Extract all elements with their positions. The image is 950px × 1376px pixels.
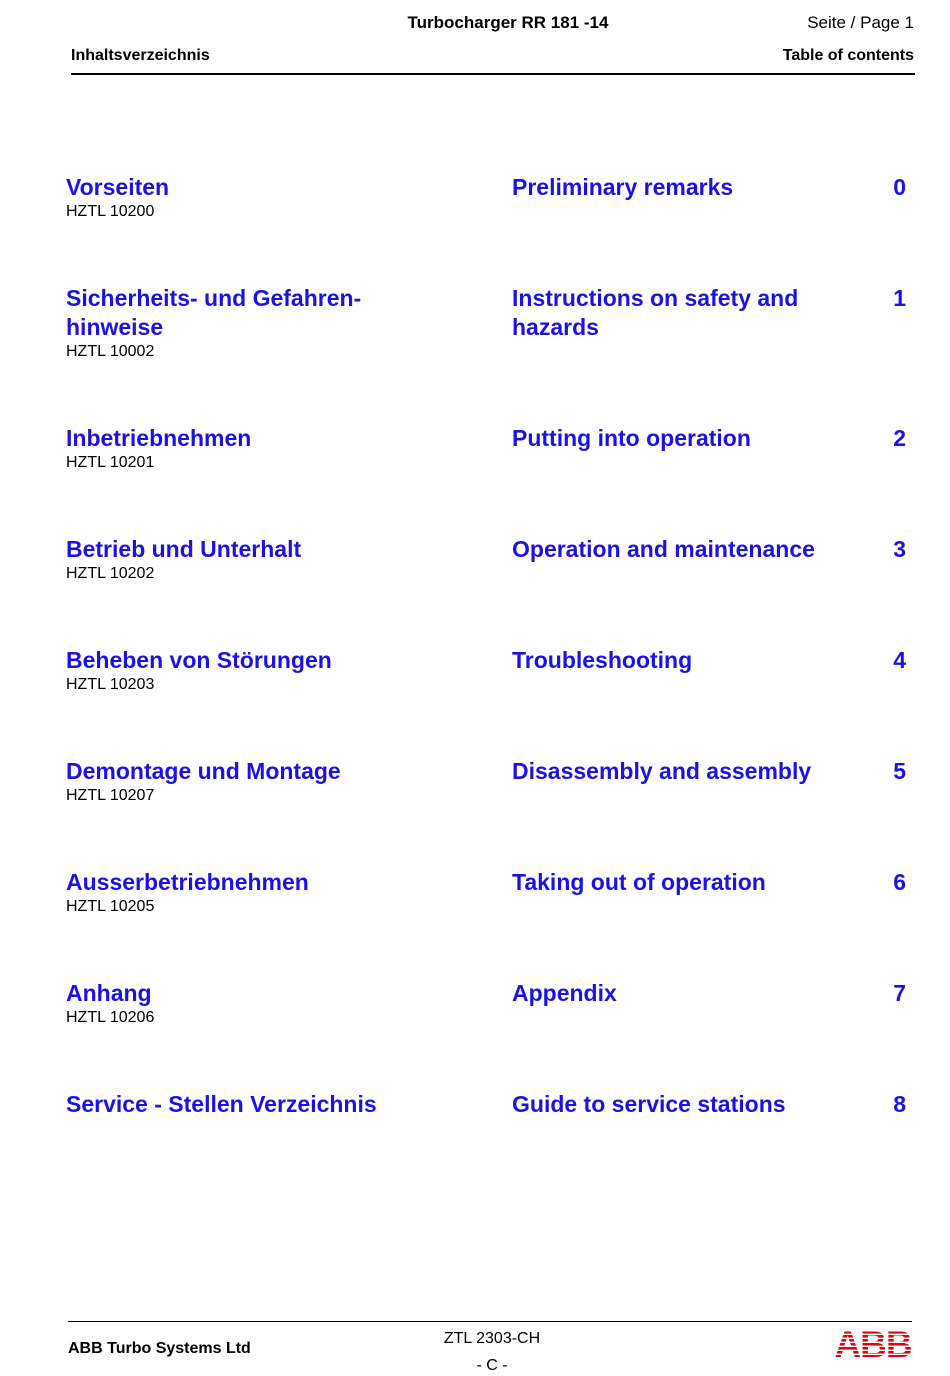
toc-doc-code: HZTL 10207 — [66, 787, 155, 804]
abb-logo-text: ABB — [834, 1327, 912, 1359]
toc-german-title[interactable]: Service - Stellen Verzeichnis — [66, 1091, 377, 1117]
toc-german-title-line2[interactable]: hinweise — [66, 314, 164, 340]
toc-doc-code: HZTL 10203 — [66, 676, 155, 693]
page-number: Seite / Page 1 — [807, 13, 914, 32]
header-label-german: Inhaltsverzeichnis — [71, 47, 210, 64]
toc-doc-code: HZTL 10200 — [66, 203, 155, 220]
header-divider — [71, 73, 915, 75]
toc-english-title[interactable]: Putting into operation — [512, 425, 751, 451]
toc-chapter-number[interactable]: 5 — [893, 758, 906, 784]
toc-english-title[interactable]: Troubleshooting — [512, 647, 693, 673]
toc-german-title[interactable]: Inbetriebnehmen — [66, 425, 252, 451]
header-label-english: Table of contents — [782, 47, 914, 64]
toc-chapter-number[interactable]: 3 — [893, 536, 906, 562]
toc-chapter-number[interactable]: 4 — [893, 647, 906, 673]
toc-english-title[interactable]: Guide to service stations — [512, 1091, 786, 1117]
toc-english-title[interactable]: Appendix — [512, 980, 617, 1006]
toc-german-title[interactable]: Betrieb und Unterhalt — [66, 536, 302, 562]
toc-doc-code: HZTL 10201 — [66, 454, 155, 471]
toc-chapter-number[interactable]: 0 — [893, 174, 906, 200]
abb-logo — [834, 1327, 912, 1359]
toc-german-title[interactable]: Anhang — [66, 980, 152, 1006]
footer-revision: - C - — [476, 1357, 508, 1374]
toc-english-title[interactable]: Disassembly and assembly — [512, 758, 812, 784]
toc-english-title[interactable]: Instructions on safety and — [512, 285, 799, 311]
toc-german-title[interactable]: Vorseiten — [66, 174, 170, 200]
toc-english-title[interactable]: Operation and maintenance — [512, 536, 815, 562]
footer-divider — [68, 1321, 912, 1322]
toc-chapter-number[interactable]: 7 — [893, 980, 906, 1006]
toc-doc-code: HZTL 10002 — [66, 343, 155, 360]
toc-english-title-line2[interactable]: hazards — [512, 314, 599, 340]
toc-chapter-number[interactable]: 8 — [893, 1091, 906, 1117]
toc-chapter-number[interactable]: 2 — [893, 425, 906, 451]
toc-doc-code: HZTL 10205 — [66, 898, 155, 915]
toc-german-title[interactable]: Demontage und Montage — [66, 758, 341, 784]
toc-chapter-number[interactable]: 6 — [893, 869, 906, 895]
toc-doc-code: HZTL 10206 — [66, 1009, 155, 1026]
toc-german-title[interactable]: Beheben von Störungen — [66, 647, 332, 673]
toc-doc-code: HZTL 10202 — [66, 565, 155, 582]
toc-chapter-number[interactable]: 1 — [893, 285, 906, 311]
toc-english-title[interactable]: Taking out of operation — [512, 869, 766, 895]
toc-german-title[interactable]: Sicherheits- und Gefahren- — [66, 285, 362, 311]
footer-document-number: ZTL 2303-CH — [443, 1330, 541, 1347]
toc-english-title[interactable]: Preliminary remarks — [512, 174, 734, 200]
document-title: Turbocharger RR 181 -14 — [407, 13, 609, 32]
toc-german-title[interactable]: Ausserbetriebnehmen — [66, 869, 309, 895]
footer-company: ABB Turbo Systems Ltd — [68, 1340, 251, 1357]
